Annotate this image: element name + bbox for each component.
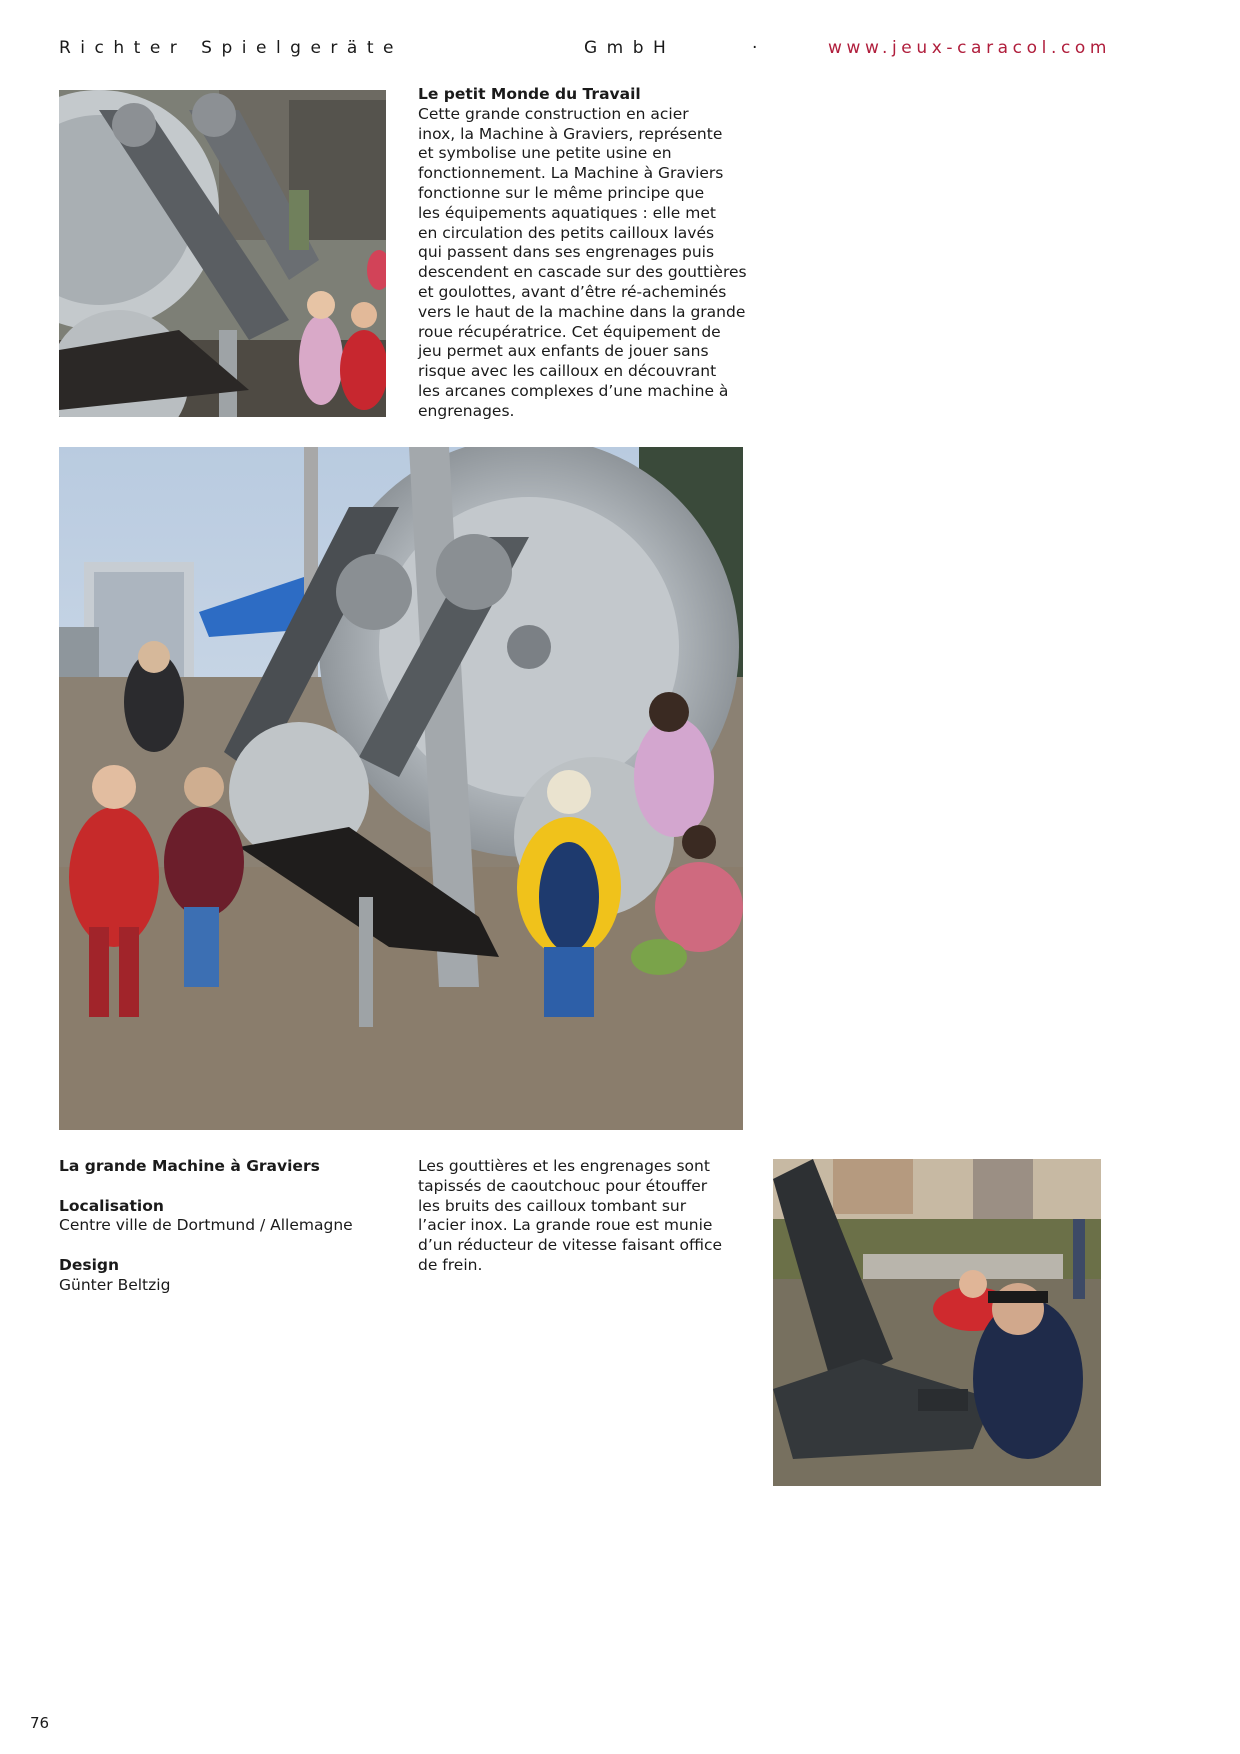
design-value: Günter Beltzig (59, 1275, 171, 1294)
intro-line: fonctionne sur le même principe que (418, 183, 705, 202)
intro-line: inox, la Machine à Graviers, représente (418, 124, 723, 143)
intro-line: jeu permet aux enfants de jouer sans (418, 342, 709, 361)
photo-gravel-machine-main (59, 447, 743, 1130)
intro-line: les arcanes complexes d’une machine à (418, 381, 729, 400)
intro-line: descendent en cascade sur des gouttières (418, 263, 747, 282)
notes-line: Les gouttières et les engrenages sont (418, 1157, 710, 1175)
location-value: Centre ville de Dortmund / Allemagne (59, 1216, 353, 1235)
product-meta (59, 1157, 389, 1296)
intro-line: en circulation des petits cailloux lavés (418, 223, 715, 242)
intro-line: et symbolise une petite usine en (418, 144, 672, 163)
intro-text (418, 85, 758, 422)
header-separator: · (752, 38, 767, 58)
notes-line: d’un réducteur de vitesse faisant office (418, 1236, 723, 1255)
notes-line: l’acier inox. La grande roue est munie (418, 1216, 713, 1235)
notes-line: tapissés de caoutchouc pour étouffer (418, 1176, 708, 1195)
intro-line: roue récupératrice. Cet équipement de (418, 322, 721, 341)
intro-line: les équipements aquatiques : elle met (418, 203, 716, 222)
photo-child-at-chute (773, 1159, 1101, 1486)
page-header (59, 38, 1112, 62)
website-link[interactable]: www.jeux-caracol.com (828, 38, 1112, 58)
company-suffix: GmbH (584, 38, 676, 58)
photo-children-at-gears (59, 90, 386, 417)
intro-line: risque avec les cailloux en découvrant (418, 362, 717, 381)
product-name: La grande Machine à Graviers (59, 1157, 320, 1175)
intro-line: et goulottes, avant d’être ré-acheminés (418, 282, 727, 301)
notes-line: de frein. (418, 1255, 483, 1274)
page-number: 76 (30, 1714, 50, 1732)
notes-text (418, 1157, 758, 1276)
design-label: Design (59, 1255, 120, 1274)
intro-line: qui passent dans ses engrenages puis (418, 243, 715, 262)
intro-line: Cette grande construction en acier (418, 104, 689, 123)
intro-line: fonctionnement. La Machine à Graviers (418, 164, 724, 183)
intro-title: Le petit Monde du Travail (418, 85, 641, 103)
intro-line: engrenages. (418, 401, 515, 420)
intro-line: vers le haut de la machine dans la grande (418, 302, 746, 321)
location-label: Localisation (59, 1196, 164, 1215)
notes-line: les bruits des cailloux tombant sur (418, 1196, 687, 1215)
company-name: Richter Spielgeräte (59, 38, 403, 58)
